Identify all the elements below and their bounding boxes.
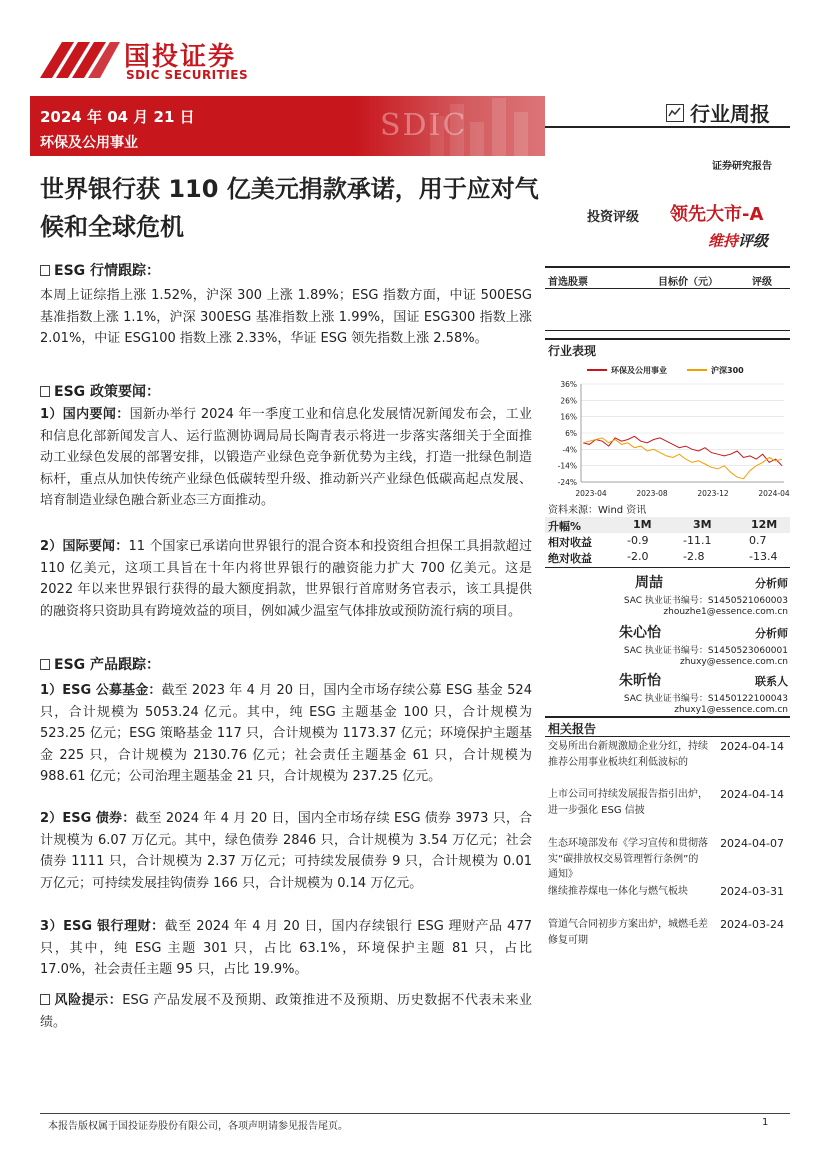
product-bank: 3）ESG 银行理财：截至 2024 年 4 月 20 日，国内存续银行 ESG 理财产品 477 只，其中，纯 ESG 主题 301 只，占比 63.1%，环境保护主题 81 只，占比 17.0%，社会责任主题 95 只，占比 19.9%。 bbox=[40, 919, 532, 977]
perf-row-relative: 相对收益 -0.9 -11.1 0.7 bbox=[548, 534, 767, 549]
picks-header-rule bbox=[545, 288, 790, 289]
picks-col-rating: 评级 bbox=[752, 277, 772, 288]
risk-notice: 风险提示：ESG 产品发展不及预期、政策推进不及预期、历史数据不代表未来业绩。 bbox=[40, 993, 532, 1030]
section-bullet-icon bbox=[40, 386, 50, 397]
rating-sub: 维持评级 bbox=[708, 232, 769, 250]
related-top-rule bbox=[545, 716, 790, 718]
top-divider bbox=[545, 126, 790, 128]
picks-bottom-rule bbox=[545, 330, 790, 331]
picks-top-rule bbox=[545, 266, 790, 268]
product-bond: 2）ESG 债券：截至 2024 年 4 月 20 日，国内全市场存续 ESG 债券 3973 只，合计规模为 6.07 万亿元。其中，绿色债券 2846 只，合计规模为 3.54 万亿元；社会债券 1111 只，合计规模为 2.37 万亿元；可持续发展债券 9 只，合计规模为 0.01 万亿元；可持续发展挂钩债券 166 只，合计规模为 0.14 万亿元。 bbox=[40, 811, 532, 891]
y-tick-label: 36% bbox=[560, 380, 577, 389]
policy-domestic: 1）国内要闻：国新办举行 2024 年一季度工业和信息化发展情况新闻发布会，工业和信息化部新闻发言人、运行监测协调局局长陶青表示将进一步落实落细关于全面推动工业绿色发展的部署安排，以锻造产业绿色竞争新优势为主线，打造一批绿色制造标杆，重点从加快传统产业绿色低碳转型升级、推动新兴产业绿色低碳高起点发展、培育制造业绿色融合新业态三方面推动。 bbox=[40, 407, 533, 508]
perf-header-row: 升幅% 1M 3M 12M bbox=[545, 517, 790, 533]
series-line bbox=[583, 438, 782, 479]
picks-col-stock: 首选股票 bbox=[548, 277, 588, 288]
footer-rule bbox=[40, 1113, 790, 1114]
related-report-link[interactable]: 交易所出台新规激励企业分红，持续推荐公用事业板块红利低波标的 2024-04-14 bbox=[548, 740, 784, 768]
report-sector: 环保及公用事业 bbox=[40, 135, 138, 151]
footer-disclaimer: 本报告版权属于国投证券股份有限公司，各项声明请参见报告尾页。 bbox=[48, 1121, 348, 1132]
perf-row-absolute: 绝对收益 -2.0 -2.8 -13.4 bbox=[548, 550, 778, 565]
y-tick-label: 26% bbox=[560, 396, 577, 406]
section-head-esg-market: ESG 行情跟踪： bbox=[40, 260, 160, 280]
x-tick-label: 2023-04 bbox=[575, 489, 607, 498]
performance-chart bbox=[545, 360, 790, 502]
related-report-link[interactable]: 继续推荐煤电一体化与燃气板块 2024-03-31 bbox=[548, 885, 784, 898]
legend-label: 环保及公用事业 bbox=[611, 366, 667, 375]
rating-value: 领先大市-A bbox=[670, 204, 764, 225]
chart-source: 资料来源：Wind 资讯 bbox=[548, 505, 647, 516]
section-bullet-icon bbox=[40, 994, 50, 1005]
report-kind: 行业周报 bbox=[690, 102, 770, 126]
related-header-rule bbox=[545, 736, 790, 737]
y-tick-label: 6% bbox=[565, 429, 577, 438]
related-report-link[interactable]: 生态环境部发布《学习宣传和贯彻落实“碳排放权交易管理暂行条例”的通知》 2024-04-07 bbox=[548, 837, 784, 880]
logo-mark-icon bbox=[40, 36, 120, 78]
section-head-esg-policy: ESG 政策要闻： bbox=[40, 381, 160, 401]
perf-title: 行业表现 bbox=[548, 344, 597, 358]
section-bullet-icon bbox=[40, 659, 50, 670]
performance-chart-svg bbox=[545, 360, 790, 502]
page-number: 1 bbox=[762, 1117, 769, 1128]
perf-bottom-rule bbox=[545, 567, 790, 568]
x-tick-label: 2023-12 bbox=[697, 489, 729, 498]
perf-top-rule bbox=[545, 338, 790, 340]
legend-label: 沪深300 bbox=[711, 366, 744, 375]
related-report-link[interactable]: 上市公司可持续发展报告指引出炉，进一步强化 ESG 信披 2024-04-14 bbox=[548, 788, 784, 816]
x-tick-label: 2024-04 bbox=[758, 489, 790, 498]
policy-international: 2）国际要闻：11 个国家已承诺向世界银行的混合资本和投资组合担保工具捐款超过 110 亿美元，这项工具旨在十年内将世界银行的融资能力扩大 700 亿美元。这是 2022 年以来世界银行获得的最大额度捐款，世界银行首席财务官表示，该工具提供的融资将只资助具有跨境效益的项目，例如减少温室气体排放或预防流行病的项目。 bbox=[40, 539, 532, 619]
related-report-link[interactable]: 管道气合同初步方案出炉，城燃毛差修复可期 2024-03-24 bbox=[548, 918, 784, 946]
section-bullet-icon bbox=[40, 265, 50, 276]
x-tick-label: 2023-08 bbox=[636, 489, 668, 498]
report-type: 证券研究报告 bbox=[712, 161, 772, 172]
related-title: 相关报告 bbox=[548, 722, 597, 736]
report-date: 2024 年 04 月 21 日 bbox=[40, 108, 195, 126]
y-tick-label: -14% bbox=[557, 461, 577, 471]
y-tick-label: 16% bbox=[560, 412, 577, 422]
rating-label: 投资评级 bbox=[587, 210, 640, 225]
product-fund: 1）ESG 公募基金：截至 2023 年 4 月 20 日，国内全市场存续公募 ESG 基金 524 只，合计规模为 5053.24 亿元。其中，纯 ESG 主题基金 100 只，合计规模为 523.25 亿元；ESG 策略基金 117 只，合计规模为 1173.37 亿元；环境保护主题基金 225 只，合计规模为 2130.76 亿元；社会责任主题基金 61 只，合计规模为 988.61 亿元；公司治理主题基金 21 只，合计规模为 237.25 亿元。 bbox=[40, 683, 532, 784]
page-title: 世界银行获 110 亿美元捐款承诺，用于应对气候和全球危机 bbox=[40, 175, 539, 241]
y-tick-label: -24% bbox=[557, 478, 577, 487]
logo-cn-text: 国投证券 bbox=[124, 42, 237, 72]
section-head-esg-product: ESG 产品跟踪： bbox=[40, 654, 160, 674]
y-tick-label: -4% bbox=[562, 445, 577, 455]
perf-table bbox=[545, 517, 790, 565]
esg-market-text: 本周上证综指上涨 1.52%，沪深 300 上涨 1.89%；ESG 指数方面，中证 500ESG 基准指数上涨 1.1%，沪深 300ESG 基准指数上涨 1.99%，国证 ESG300 指数上涨 2.01%，中证 ESG100 指数上涨 2.33%，华证 ESG 领先指数上涨 2.58%。 bbox=[40, 288, 532, 346]
picks-col-target: 目标价（元） bbox=[658, 277, 718, 288]
company-logo bbox=[40, 34, 270, 84]
band-watermark: SDIC bbox=[380, 108, 468, 143]
chart-trend-icon bbox=[666, 104, 684, 122]
logo-en-text: SDIC SECURITIES bbox=[126, 68, 249, 82]
